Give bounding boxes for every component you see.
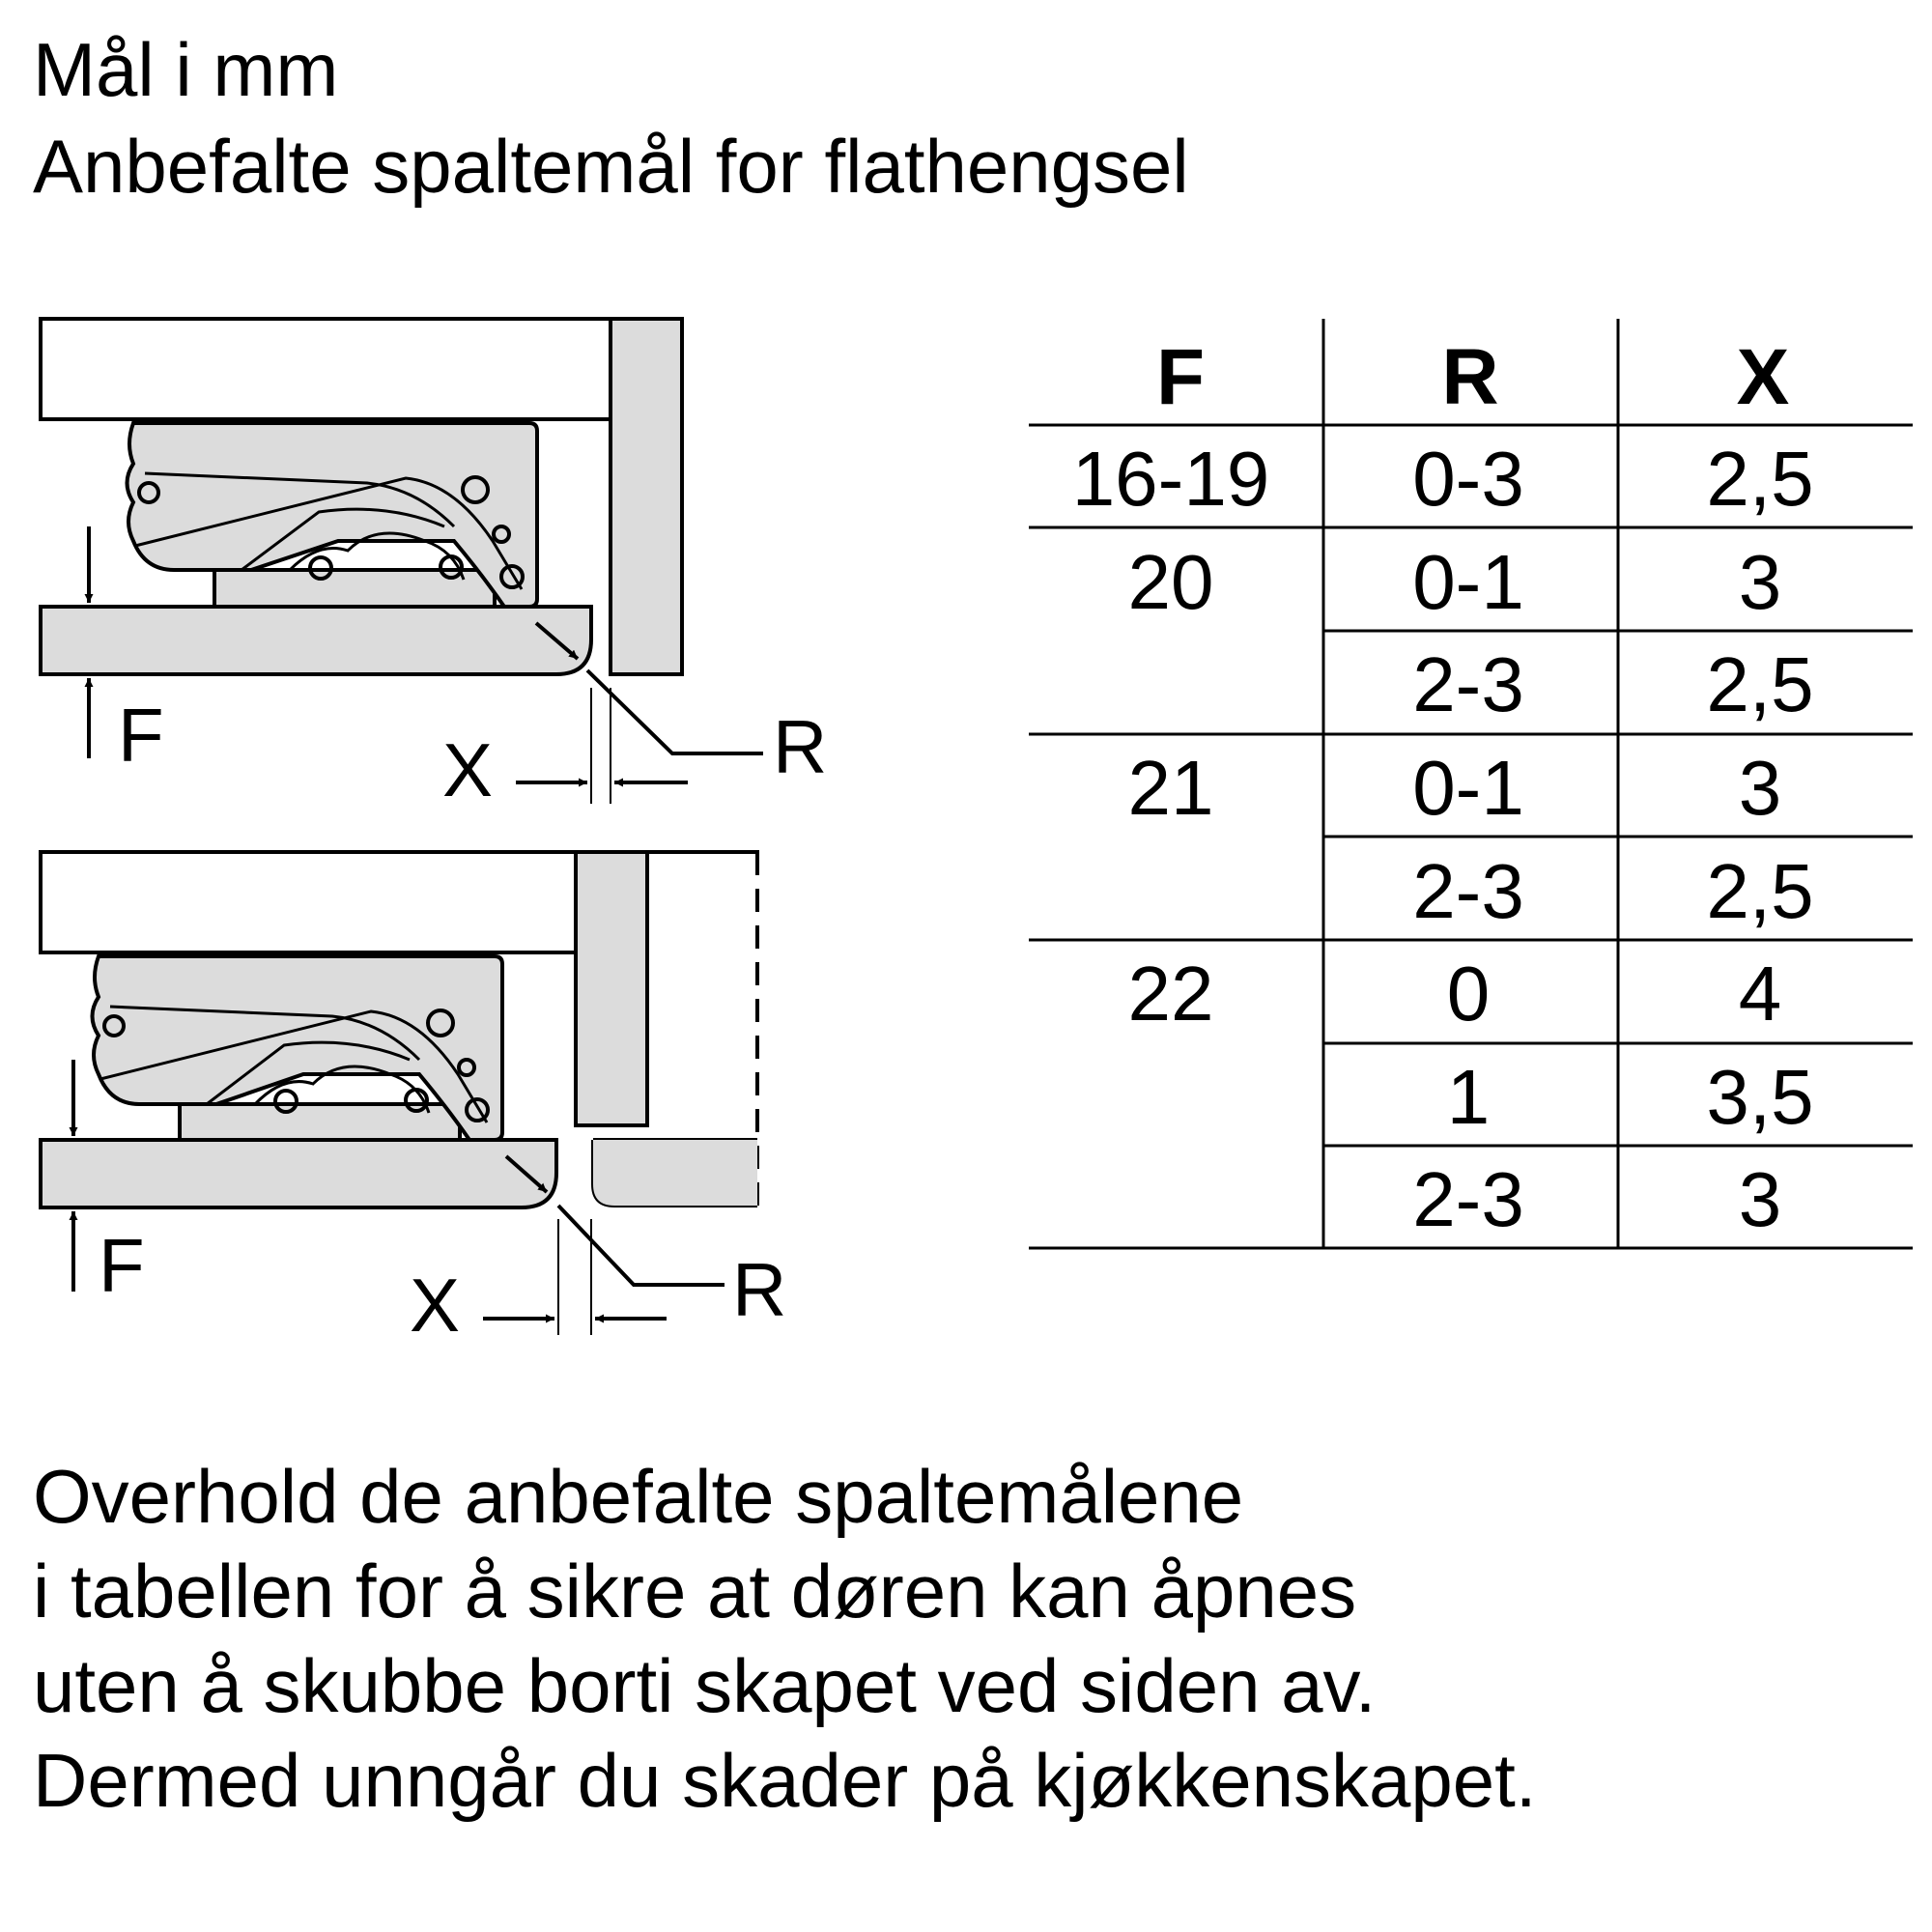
table-cell-r: 2-3 [1412, 848, 1524, 934]
heading-subtitle: Anbefalte spaltemål for flathengsel [33, 124, 1189, 209]
table-cell-r: 0-1 [1412, 745, 1524, 831]
instruction-line: i tabellen for å sikre at døren kan åpnes [33, 1548, 1357, 1634]
table-cell-x: 2,5 [1706, 848, 1814, 934]
cabinet-side-wall [576, 852, 647, 1125]
instruction-line: Overhold de anbefalte spaltemålene [33, 1454, 1244, 1539]
door-panel [41, 1140, 556, 1208]
hinge-mechanism [128, 423, 538, 607]
bottom-f-label: F [99, 1223, 145, 1308]
bottom-r-label: R [732, 1247, 787, 1332]
cabinet-top-panel [41, 852, 576, 952]
table-cell-f: 20 [1127, 539, 1214, 625]
table-cell-f: 22 [1127, 951, 1214, 1037]
table-cell-r: 0-3 [1412, 436, 1524, 522]
table-header-r: R [1441, 333, 1499, 421]
table-cell-x: 3,5 [1706, 1054, 1814, 1140]
hinge-mechanism [93, 956, 503, 1141]
table-cell-r: 2-3 [1412, 641, 1524, 727]
table-cell-f: 21 [1127, 745, 1214, 831]
table-cell-f: 16-19 [1071, 436, 1270, 522]
table-cell-r: 0-1 [1412, 539, 1524, 625]
table-cell-x: 2,5 [1706, 436, 1814, 522]
top-x-label: X [442, 727, 494, 812]
top-r-label: R [773, 704, 828, 789]
instruction-line: Dermed unngår du skader på kjøkkenskapet. [33, 1738, 1537, 1823]
gap-table [1029, 319, 1913, 1248]
table-cell-x: 3 [1738, 745, 1782, 831]
table-cell-x: 2,5 [1706, 641, 1814, 727]
bottom-x-label: X [410, 1263, 461, 1348]
door-panel [41, 607, 591, 674]
table-cell-x: 3 [1738, 1156, 1782, 1242]
table-cell-r: 0 [1446, 951, 1491, 1037]
hinge-diagram-bottom [41, 852, 759, 1335]
instruction-line: uten å skubbe borti skapet ved siden av. [33, 1643, 1377, 1728]
table-cell-r: 1 [1446, 1054, 1491, 1140]
instruction-text [33, 1449, 1537, 1828]
table-cell-r: 2-3 [1412, 1156, 1524, 1242]
cabinet-top-panel [41, 319, 611, 419]
top-f-label: F [118, 693, 164, 778]
side-cabinet-wall [611, 319, 682, 674]
heading-units: Mål i mm [33, 27, 339, 112]
table-header-x: X [1736, 333, 1790, 421]
table-cell-x: 4 [1738, 951, 1782, 1037]
table-header-f: F [1155, 333, 1206, 421]
table-cell-x: 3 [1738, 539, 1782, 625]
